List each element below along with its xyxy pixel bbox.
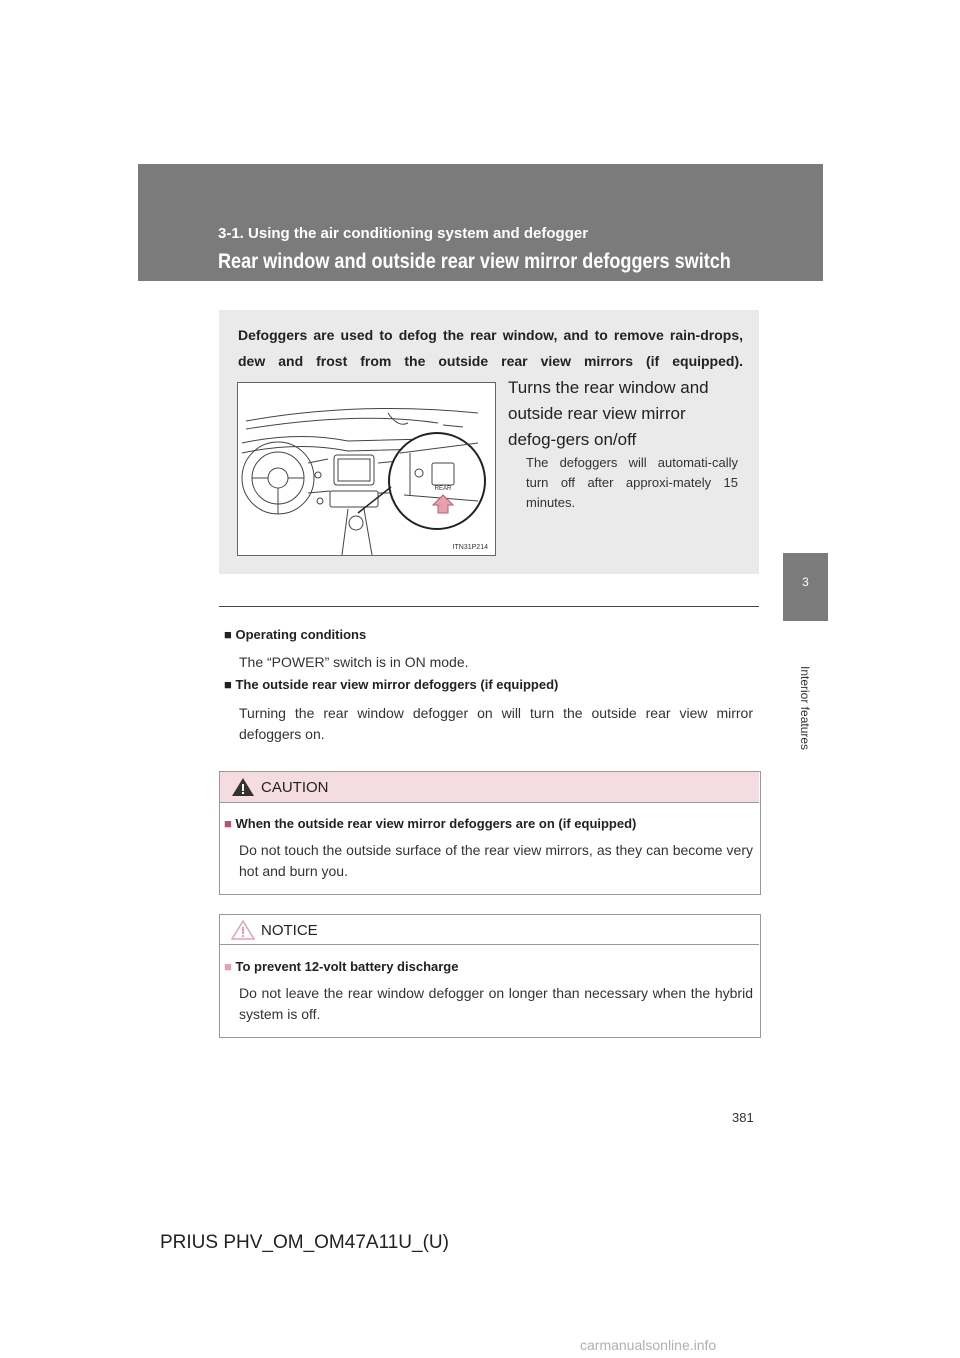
switch-action-text: Turns the rear window and outside rear view mirror defog-gers on/off	[508, 378, 709, 449]
image-code: ITN31P214	[452, 544, 488, 551]
rear-button-label: REAR	[434, 486, 452, 492]
chapter-label: Interior features	[798, 666, 812, 751]
page-number: 381	[732, 1110, 754, 1125]
bullet: ■	[224, 816, 232, 831]
warning-triangle-icon	[231, 777, 255, 797]
page-heading: Rear window and outside rear view mirror defoggers switch	[218, 250, 731, 273]
dashboard-illustration	[237, 382, 496, 556]
notice-triangle-icon	[231, 920, 255, 940]
divider	[219, 606, 759, 607]
intro-text: Defoggers are used to defog the rear window, and to remove rain-drops, dew and frost from the outside rear view mirrors (if equipped).	[238, 327, 743, 369]
mirror-defogger-heading: ■ The outside rear view mirror defoggers (if equipped)	[224, 677, 559, 692]
notice-heading: ■ To prevent 12-volt battery discharge	[224, 959, 459, 974]
bullet: ■	[224, 677, 232, 692]
document-code: PRIUS PHV_OM_OM47A11U_(U)	[160, 1232, 449, 1253]
notice-body: Do not leave the rear window defogger on longer than necessary when the hybrid system is off.	[239, 985, 753, 1022]
mirror-defogger-body: Turning the rear window defogger on will turn the outside rear view mirror defoggers on.	[239, 705, 753, 742]
caution-label: CAUTION	[261, 779, 329, 796]
bullet: ■	[224, 627, 232, 642]
watermark: carmanualsonline.info	[580, 1337, 717, 1353]
auto-off-note: The defoggers will automati-cally turn off after approxi-mately 15 minutes.	[526, 455, 738, 510]
dashboard-drawing	[238, 383, 495, 555]
section-label: 3-1. Using the air conditioning system and defogger	[218, 225, 589, 242]
operating-conditions-body: The “POWER” switch is in ON mode.	[239, 654, 469, 670]
bullet: ■	[224, 959, 232, 974]
caution-body: Do not touch the outside surface of the rear view mirrors, as they can become very hot and burn you.	[239, 842, 753, 879]
operating-conditions-heading: ■ Operating conditions	[224, 627, 367, 642]
notice-label: NOTICE	[261, 922, 318, 939]
chapter-number: 3	[802, 575, 809, 589]
caution-heading: ■ When the outside rear view mirror defoggers are on (if equipped)	[224, 816, 637, 831]
